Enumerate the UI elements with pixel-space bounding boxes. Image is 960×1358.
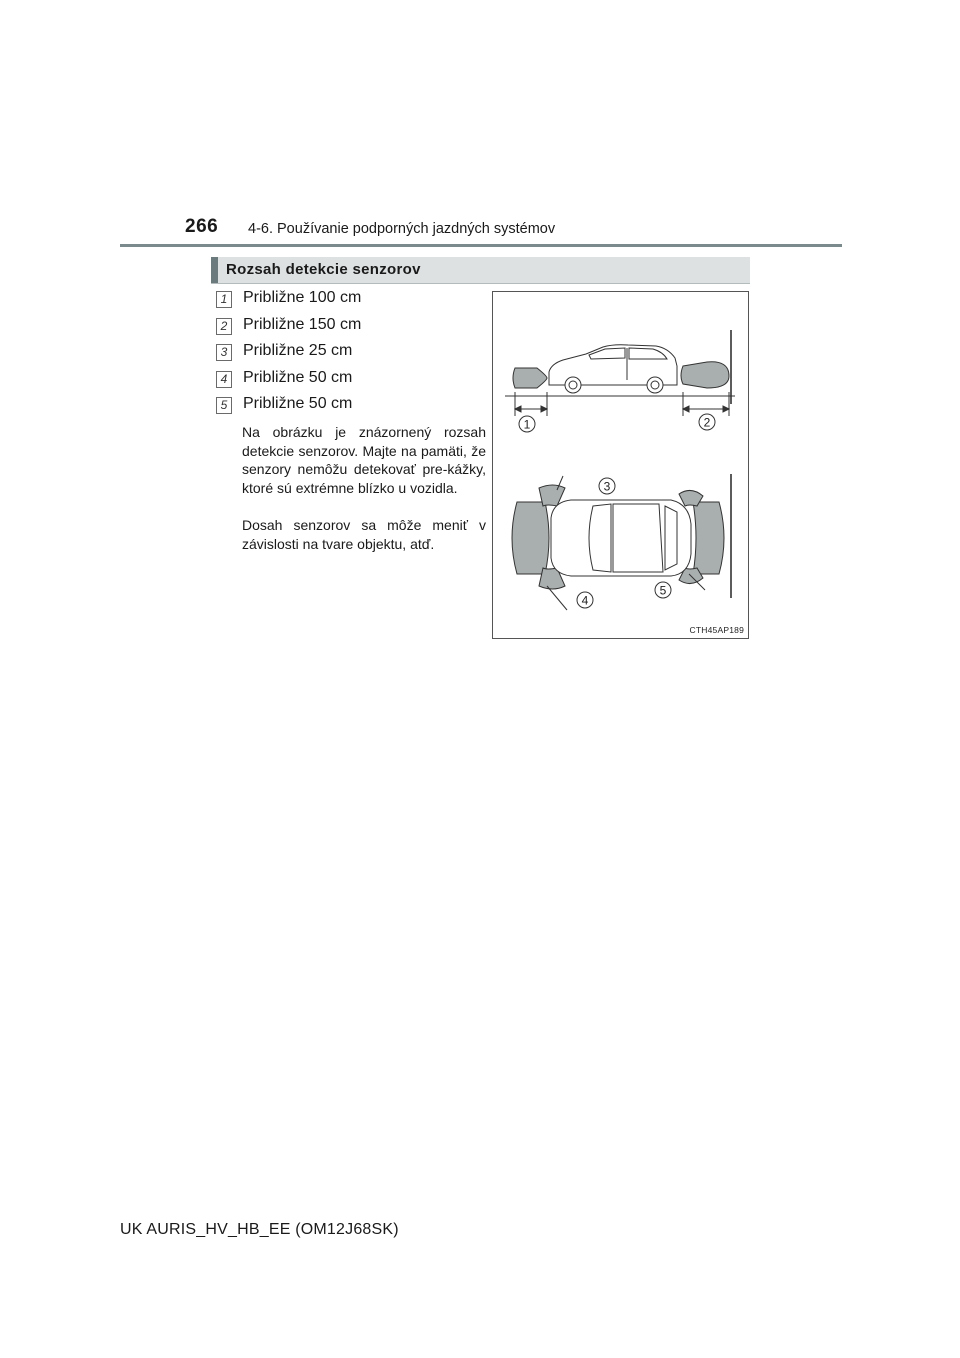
range-number-1: 1 <box>216 291 232 308</box>
chapter-title: 4-6. Používanie podporných jazdných systémov <box>248 221 556 237</box>
page-number: 266 <box>185 216 219 237</box>
range-text-2: Približne 150 cm <box>243 315 362 333</box>
car-top-body <box>551 500 691 576</box>
note-paragraph-2: Dosah senzorov sa môže meniť v závislosti na tvare objektu, atď. <box>242 517 486 552</box>
page-header <box>0 0 960 250</box>
section-heading-accent <box>211 257 218 283</box>
top-view <box>512 474 731 610</box>
range-number-2: 2 <box>216 318 232 335</box>
section-title: Rozsah detekcie senzorov <box>226 261 421 278</box>
front-center-zone-top <box>512 502 549 574</box>
rear-center-zone-top <box>693 502 724 574</box>
range-text-1: Približne 100 cm <box>243 289 362 306</box>
callout-2-label: 2 <box>703 415 711 430</box>
range-number-3: 3 <box>216 344 232 361</box>
section-heading <box>211 257 750 284</box>
note-paragraph-1: Na obrázku je znázornený rozsah detekcie senzorov. Majte na pamäti, že senzory nemôžu detekovať pre-kážky, ktoré sú extrémne blízko u vozidla. <box>242 424 486 496</box>
range-number-5: 5 <box>216 397 232 414</box>
side-view <box>505 330 735 432</box>
header-divider <box>120 244 842 247</box>
document-footer: UK AURIS_HV_HB_EE (OM12J68SK) <box>120 1221 399 1238</box>
sensor-range-figure <box>492 291 749 639</box>
callout-1-label: 1 <box>523 417 531 432</box>
range-number-4: 4 <box>216 371 232 388</box>
dim-4-line <box>547 586 567 610</box>
range-text-4: Približne 50 cm <box>243 368 353 386</box>
car-side-front-wheel <box>565 377 581 393</box>
sensor-range-illustration <box>493 292 750 640</box>
range-text-3: Približne 25 cm <box>243 342 353 359</box>
front-sensor-zone-side <box>513 368 547 388</box>
range-text-5: Približne 50 cm <box>243 395 353 412</box>
callout-5-label: 5 <box>659 583 667 598</box>
callout-3-label: 3 <box>603 479 611 494</box>
callout-4-label: 4 <box>581 593 589 608</box>
figure-code: CTH45AP189 <box>689 625 744 635</box>
rear-sensor-zone-side <box>681 362 729 388</box>
car-side-rear-wheel <box>647 377 663 393</box>
